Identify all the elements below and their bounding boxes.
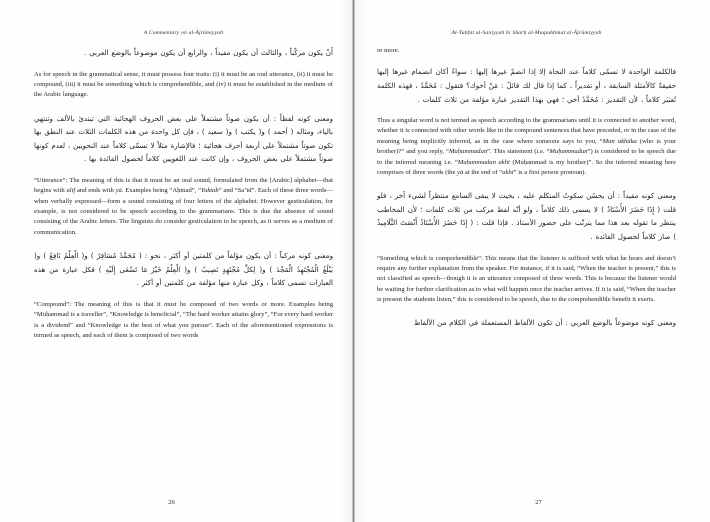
english-paragraph: “Compound”: The meaning of this is that it must be composed of two words or more. Examples being “Muḥammad is a traveller”, “Knowledge is beneficial”, “The hard worker attains glory”, “For every hard worker is a dividend” and “Knowledge is the best of what you pursue”. Each of the aforementioned expressions is termed as speech, and each of them is composed of two words — [34, 300, 333, 339]
english-paragraph: “Utterance”: The meaning of this is that it must be an oral sound, formulated from the [Arabic] alphabet—that begins with alif and ends with yā. Examples being “Aḥmad”, “Yuktab” and “Saʽīd”. Each of these three words—when verbally expressed—form a sound consisting of four letters of the alphabet. However gesticulation, for example, is not considered to be speech according to the grammarians. This is due the absence of sound consisting of the Arabic letters. The linguists do consider gesticulation to be speech, as it serves as a medium of communication. — [34, 177, 333, 236]
page-number-right: 27 — [535, 499, 542, 506]
english-paragraph: Thus a singular word is not termed as speech according to the grammarians until it is connected to another word, whether it is connected with other words like in the compound sentences that have preceded, or in the case of the meaning being implicitly inferred, as in the case where someone says to you, “Man akhūka (who is your brother)?” and you reply, “Muḥammadun”. This statement (i.e. “Muḥammadun”) is considered to be speech due to the inferred meaning i.e. “Muḥammadun akhī (Muḥammad is my brother)”. So the inferred meaning here comprises of three words (the yā at the end of “akhī” is a first person pronoun). — [377, 117, 677, 176]
page-right — [355, 0, 710, 522]
arabic-paragraph: ومعنى كونه مركباً : أن يكون مؤلفاً من كلمتين أو أكثر ، نحو : ( مُحَمَّدٌ مُسَافِرٌ ) و( الْعِلْمُ نَافِعٌ ) و( يَبْلُغُ الْمُجْتَهِدُ الْمَجْدَ ) و( لِكلِّ مُجْتَهِدٍ نَصِيبٌ ) و( الْعِلْمُ خَيْرُ مَا تَسْعَى إِلَيْهِ ) فكل عبارة من هذه العبارات تسمى كلاماً ، وكل عبارة منها مؤلفة من كلمتين أو أكثر . — [34, 251, 333, 288]
arabic-paragraph: أَنْ يكون مركّباً ، والثالث أن يكون مفيداً ، والرابع أن يكون موضوعاً بالوضع العربي . — [84, 48, 333, 57]
arabic-paragraph: ومعنى كونه مفيداً : أن يحسُن سكوتُ المتكلم عليه ، بحيث لا يبقى السامع منتظراً لشيء آخر ، فلو قلت ( إِذَا حَضَرَ الأُسْتَاذُ ) لا يسمى ذلك كلاماً ، ولو أنّه لفظ مركب من ثلاث كلمات ؛ لأن المخاطب ينتظر ما تقوله بعد هذا مما يترتّب على حضور الأستاذ . فإذا قلت : ( إِذَا حَضَرَ الأُسْتَاذُ أَنْصَتَ التَّلَامِيذُ ) صار كلاماً لحصول الفائدة . — [377, 191, 676, 241]
english-paragraph: As for speech in the grammatical sense, it must possess four traits: (i) it must be an oral utterance, (ii) it must be compound, (iii) it must be something which is comprehendible, and (iv) it must be established in the medium of the Arabic language. — [34, 70, 333, 99]
running-head-right: Al-Tuḥfat al-Saniyyah bi Sharḥ al-Muqaddimat al-Ājrūmiyyah — [451, 30, 602, 36]
english-paragraph: or more. — [377, 47, 400, 54]
book-gutter — [352, 0, 355, 522]
page-right-body — [377, 44, 676, 474]
english-paragraph: “Something which is comprehendible”: This means that the listener is sufficed with what he hears and doesn’t require any further explanation from the speaker. For instance, if it is said, “When the teacher is present,” this is not classified as speech—though it is an utterance composed of three words. This is because the listener would be waiting for further clarification as to what will happen once the teacher arrives. If it is said, “When the teacher is present the students listen,” this is considered to be speech, due to the comprehendible benefit it exerts. — [377, 254, 676, 303]
running-head-left: A Commentary on al-Ājrūmiyyah — [143, 30, 224, 36]
arabic-paragraph: فالكلمة الواحدة لا تسمّى كلاماً عند النحاة إلا إذا انضمّ غيرها إليها : سواءٌ أكان انضمام غيرها إليها حقيقةً كالأمثلة السابقة ، أو تقديراً ، كما إذا قال لك قائلٌ : مَنْ أخوك؟ فتقول : مُحَمَّدٌ ، فهذه الكلمة تُعتبَر كلاماً ، لأن التقدير : مُحَمَّدٌ أخي ؛ فهي بهذا التقدير عبارة مؤلفة من ثلاث كلمات . — [377, 67, 676, 104]
page-number-left: 26 — [168, 499, 175, 506]
arabic-paragraph: ومعنى كونه لفظاً : أن يكون صوتاً مشتملاً على بعض الحروف الهجائية التي تبتدئ بالألف وتنتهي بالياء، ومثاله ( أحمد ) و( يكتب ) و( سعيد ) ، فإن كل واحدة من هذه الكلمات الثلاث عند النطق بها تكون صوتاً مشتملاً على أربعة أحرف هجائية ؛ فالإشارة مثلاً لا تسمّى كلاماً عند النحويين ، لعدم كونها صوتاً مشتملاً على بعض الحروف ، وإن كانت عند اللغويين كلاماً لحصول الفائدة بها . — [34, 113, 333, 164]
page-left-body — [34, 44, 333, 474]
arabic-paragraph: ومعنى كونه موضوعاً بالوضع العربي : أن تكون الألفاظ المستعملة في الكلام من الألفاظ — [413, 318, 676, 328]
